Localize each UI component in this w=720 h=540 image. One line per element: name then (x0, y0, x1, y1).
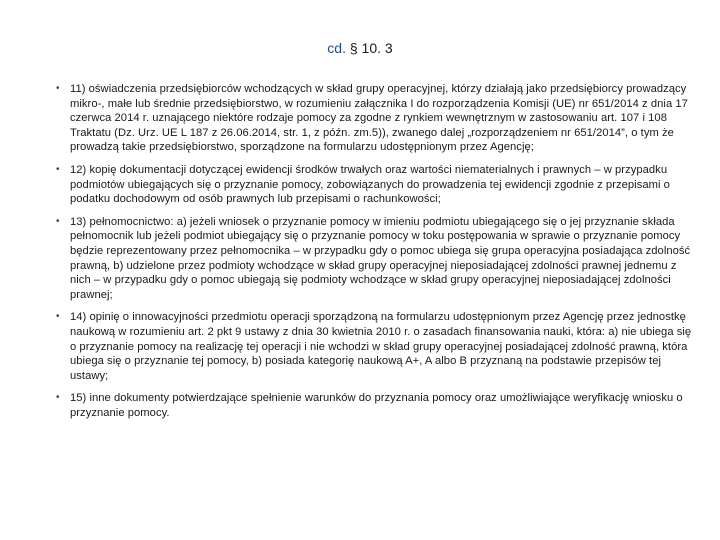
list-item (56, 310, 696, 383)
list-item (56, 391, 696, 420)
bullet-list (56, 82, 696, 428)
bullet-icon: • (56, 163, 60, 175)
bullet-icon: • (56, 311, 60, 323)
title-prefix: cd. (327, 40, 346, 56)
list-item-text: 11) oświadczenia przedsiębiorców wchodzących w skład grupy operacyjnej, którzy działają jako przedsiębiorcy prowadzący mikro-, małe lub średnie przedsiębiorstwo, w rozumieniu załącznika I do rozporządzenia Komisji (UE) nr 651/2014 z dnia 17 czerwca 2014 r. uznającego niektóre rodzaje pomocy za zgodne z rynkiem wewnętrznym w zastosowaniu art. 107 i 108 Traktatu (Dz. Urz. UE L 187 z 26.06.2014, str. 1, z późn. zm.5)), zwanego dalej „rozporządzeniem nr 651/2014”, o tym że prowadzą takie przedsiębiorstwo, sporządzone na formularzu udostępnionym przez Agencję; (70, 83, 688, 154)
bullet-icon: • (56, 83, 60, 94)
page-title (0, 40, 720, 56)
bullet-icon: • (56, 215, 60, 227)
list-item-text: 12) kopię dokumentacji dotyczącej ewidencji środków trwałych oraz wartości niematerialnych i prawnych – w przypadku podmiotów ubiegających się o przyznanie pomocy, zobowiązanych do prowadzenia tej ewidencji zgodnie z przepisami o podatku dochodowym od osób prawnych lub przepisami o rachunkowości; (70, 163, 670, 206)
bullet-icon: • (56, 392, 60, 404)
list-item-text: 13) pełnomocnictwo: a) jeżeli wniosek o przyznanie pomocy w imieniu podmiotu ubiegającego się o jej przyznanie składa pełnomocnik lub jeżeli podmiot ubiegający się o przyznanie pomocy w toku postępowania w sprawie o przyznanie pomocy będzie reprezentowany przez pełnomocnika – w przypadku gdy o pomoc ubiega się grupa operacyjna posiadająca zdolność prawną, b) udzielone przez podmioty wchodzące w skład grupy operacyjnej nieposiadającej zdolności prawnej jednemu z nich – w przypadku gdy o pomoc ubiegają się podmioty wchodzące w skład grupy operacyjnej nieposiadającej zdolności prawnej; (70, 215, 691, 301)
list-item (56, 215, 696, 303)
list-item (56, 163, 696, 207)
list-item (56, 82, 696, 155)
list-item-text: 15) inne dokumenty potwierdzające spełnienie warunków do przyznania pomocy oraz umożliwiające weryfikację wniosku o przyznanie pomocy. (70, 392, 683, 419)
list-item-text: 14) opinię o innowacyjności przedmiotu operacji sporządzoną na formularzu udostępnionym przez Agencję przez jednostkę naukową w rozumieniu art. 2 pkt 9 ustawy z dnia 30 kwietnia 2010 r. o zasadach finansowania nauki, która: a) nie ubiega się o przyznanie pomocy na realizację tej operacji i nie wchodzi w skład grupy operacyjnej posiadającej zdolność prawną, która ubiega się o przyznanie tej pomocy, b) posiada kategorię naukową A+, A albo B przyznaną na podstawie przepisów tej ustawy; (70, 311, 692, 382)
title-section: § 10. 3 (345, 40, 393, 56)
